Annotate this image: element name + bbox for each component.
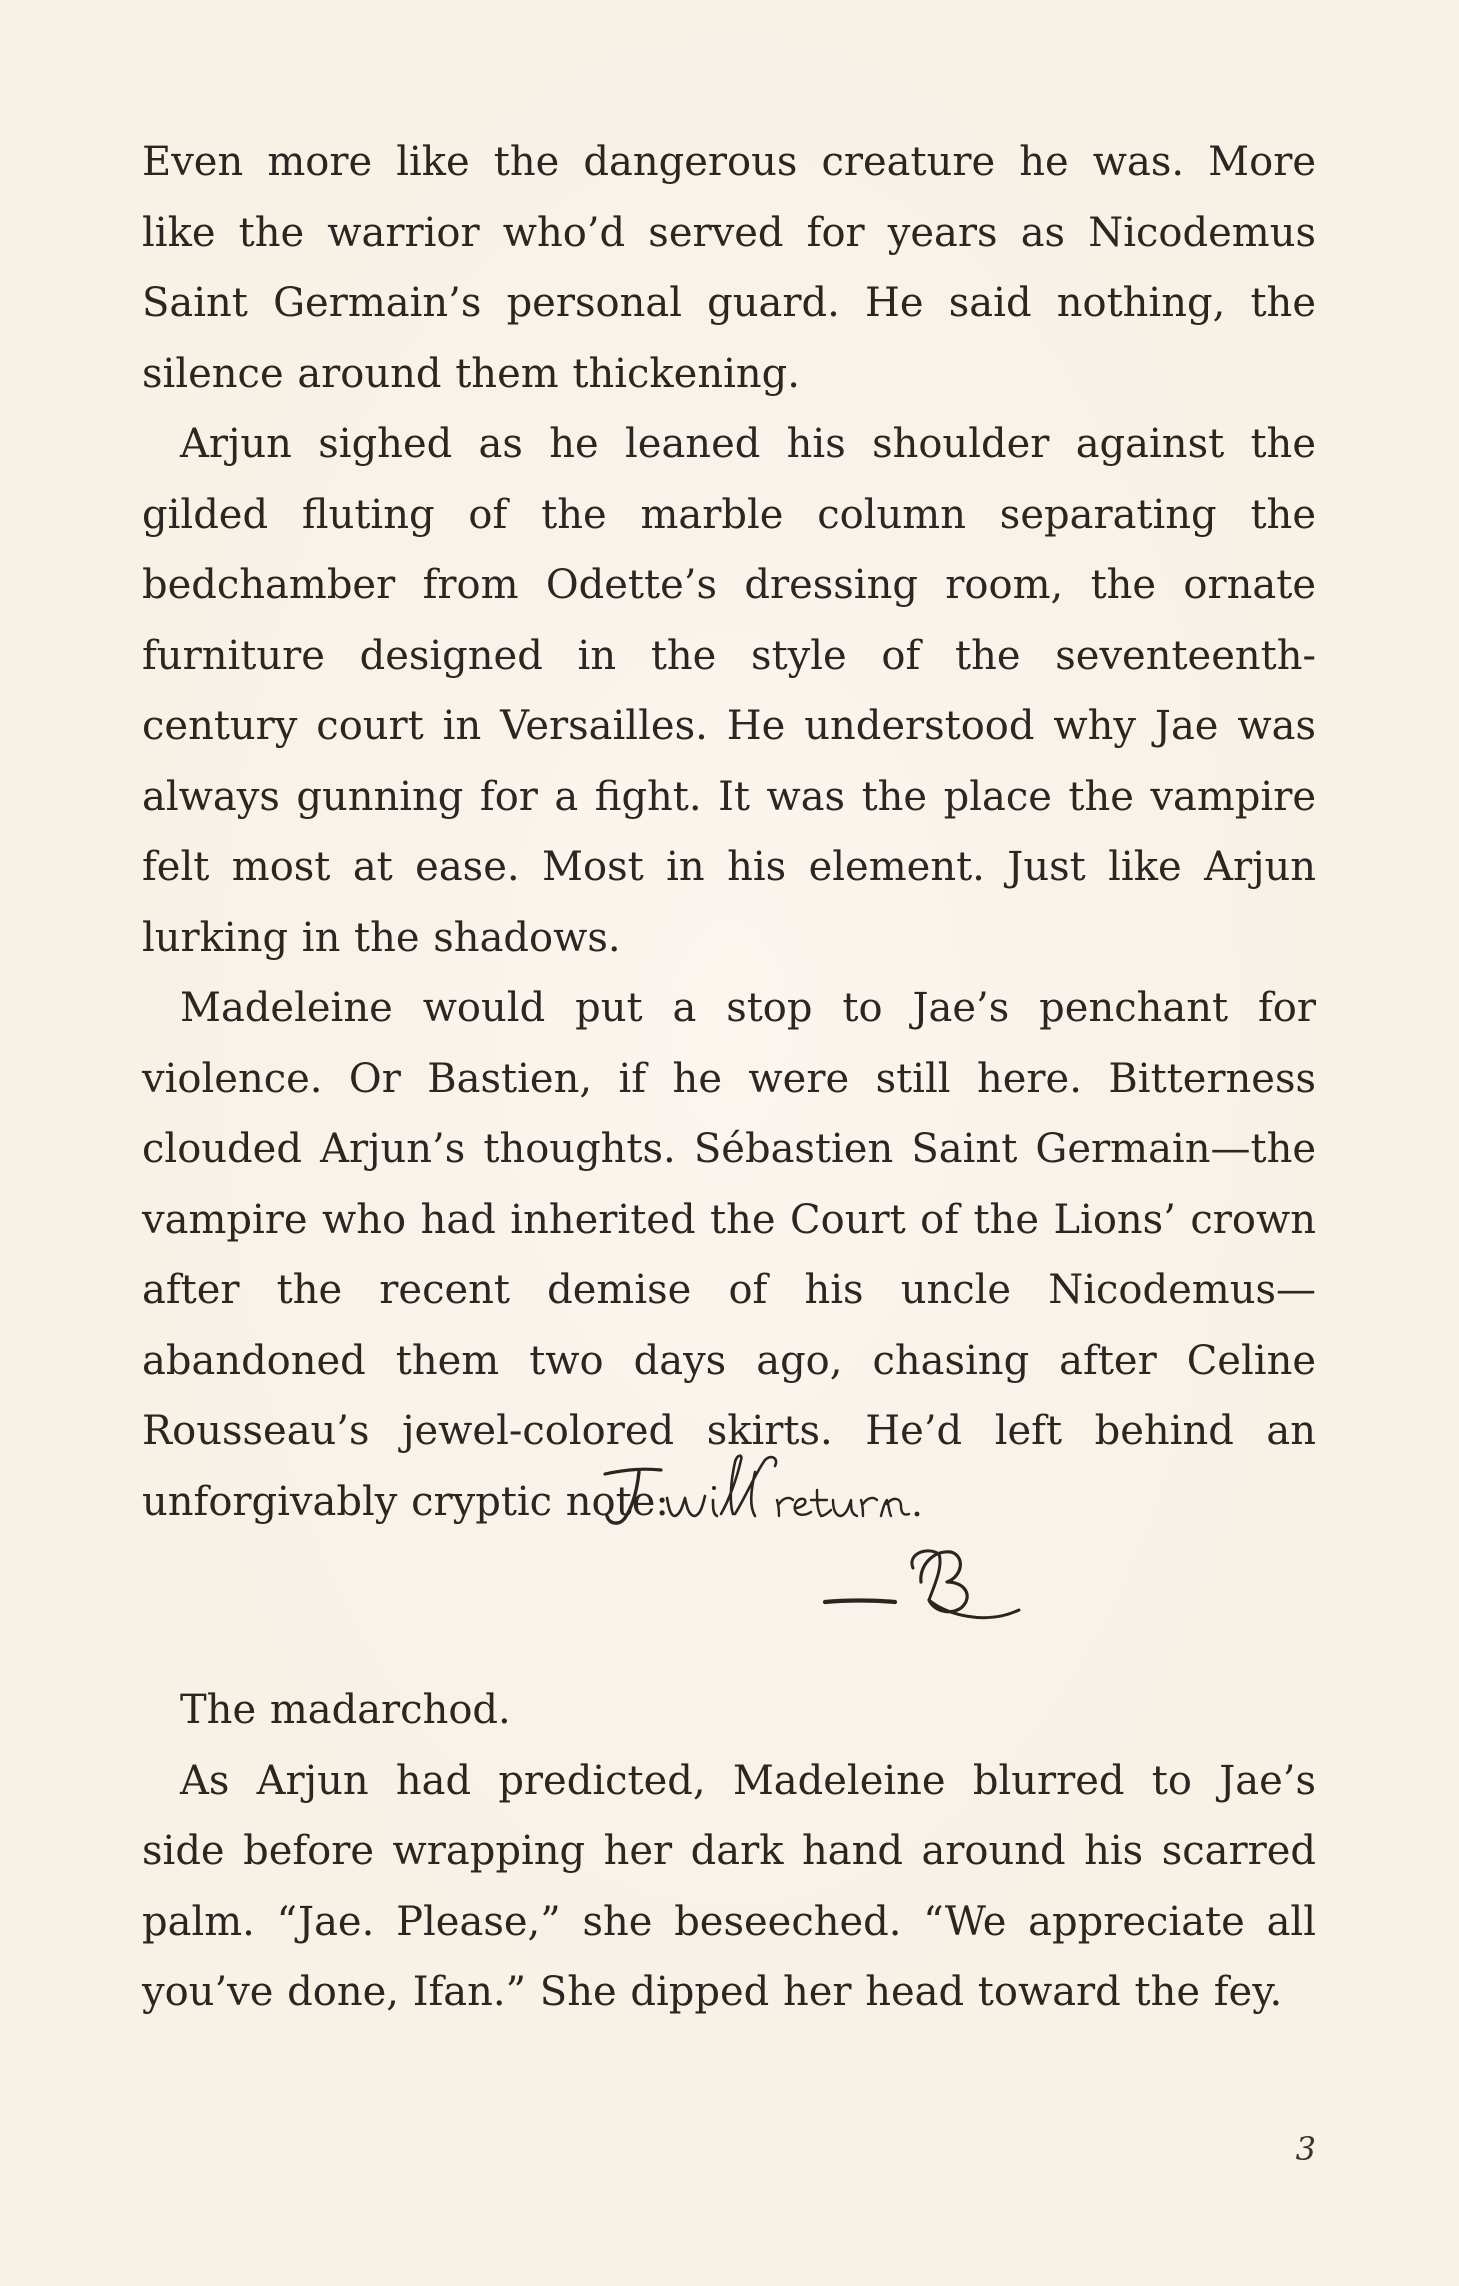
- note-line-handwriting: [605, 1456, 919, 1523]
- body-text-top: [142, 127, 1316, 1537]
- paragraph: The madarchod.: [180, 1687, 511, 1733]
- body-text-bottom: [142, 1675, 1316, 2028]
- handwritten-note: [595, 1450, 1075, 1625]
- paragraph: Even more like the dangerous creature he was. More like the warrior who’d served for years as Nicodemus Saint Germain’s personal guard. He said nothing, the silence around them thickening.: [142, 139, 1316, 397]
- signature-handwriting: [825, 1551, 1019, 1618]
- paragraph: Madeleine would put a stop to Jae’s penchant for violence. Or Bastien, if he were still here. Bitterness clouded Arjun’s thoughts. Sébastien Saint Germain—the vampire who had inherited the Court of the Lions’ crown after the recent demise of his uncle Nicodemus—abandoned them two days ago, chasing after Celine Rousseau’s jewel-colored skirts. He’d left behind an unforgivably cryptic note:: [142, 985, 1316, 1525]
- paragraph: Arjun sighed as he leaned his shoulder against the gilded fluting of the marble column separating the bedchamber from Odette’s dressing room, the ornate furniture designed in the style of the seventeenth-century court in Versailles. He understood why Jae was always gunning for a fight. It was the place the vampire felt most at ease. Most in his element. Just like Arjun lurking in the shadows.: [142, 421, 1316, 961]
- page-number: 3: [1295, 2130, 1316, 2168]
- paragraph: As Arjun had predicted, Madeleine blurred to Jae’s side before wrapping her dark hand around his scarred palm. “Jae. Please,” she beseeched. “We appreciate all you’ve done, Ifan.” She dipped her head toward the fey.: [142, 1757, 1316, 2015]
